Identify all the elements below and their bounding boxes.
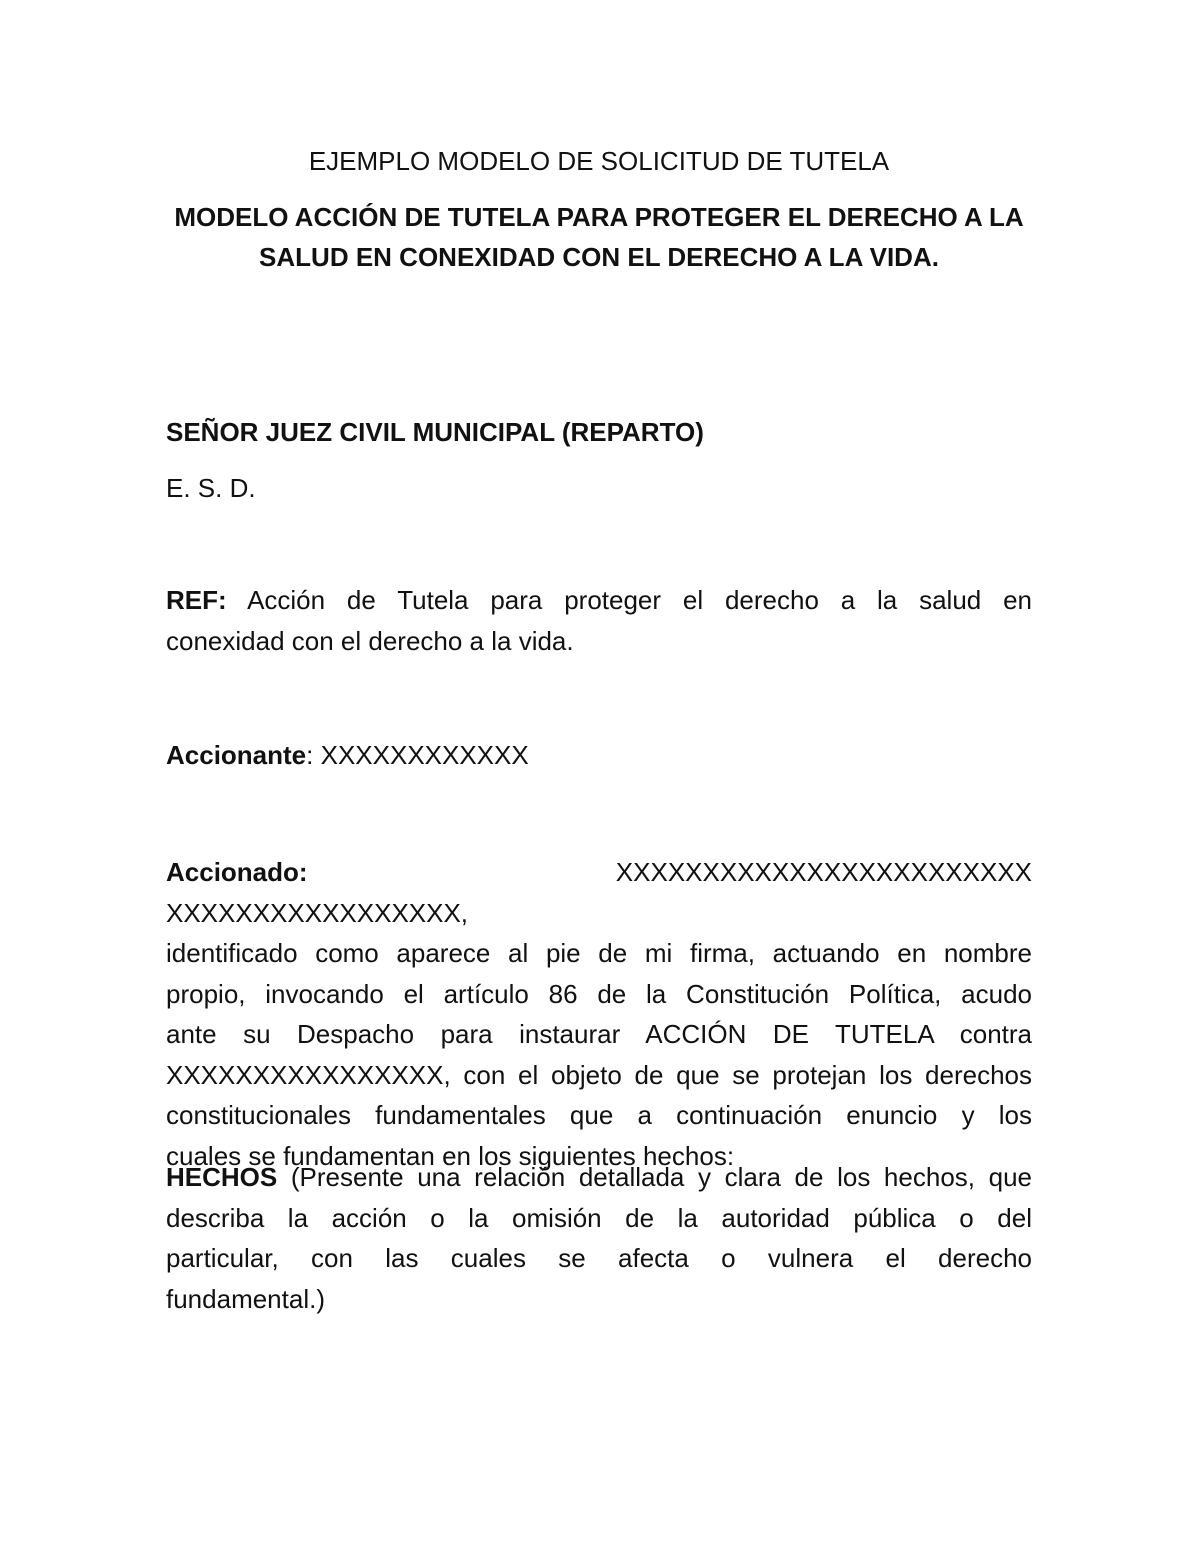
document-title: EJEMPLO MODELO DE SOLICITUD DE TUTELA (308, 146, 890, 176)
accionado-line-5: XXXXXXXXXXXXXXXX, con el objeto de que se protejan los derechos (166, 1059, 1032, 1090)
hechos-text-1: (Presente una relación detallada y clara de los hechos, que (277, 1162, 1032, 1192)
accionado-line-7: cuales se fundamentan en los siguientes hechos: (166, 1140, 735, 1171)
addressee: SEÑOR JUEZ CIVIL MUNICIPAL (REPARTO) (166, 417, 704, 447)
accionado-line-3: propio, invocando el artículo 86 de la Constitución Política, acudo (166, 978, 1032, 1009)
hechos-line-2: describa la acción o la omisión de la autoridad pública o del (166, 1202, 1032, 1233)
accionado-text-1: XXXXXXXXXXXXXXXXXXXXXXXX XXXXXXXXXXXXXXXXX, (166, 857, 1032, 928)
hechos-line-4: fundamental.) (166, 1283, 325, 1314)
accionado-line-4: ante su Despacho para instaurar ACCIÓN DE TUTELA contra (166, 1019, 1032, 1049)
accionante-label: Accionante (166, 740, 307, 770)
subtitle-line-2: SALUD EN CONEXIDAD CON EL DERECHO A LA VIDA. (259, 242, 939, 272)
accionado-line-2: identificado como aparece al pie de mi firma, actuando en nombre (166, 938, 1032, 968)
accionante-section (166, 735, 1032, 776)
ref-section (166, 580, 1032, 661)
accionante-value: : XXXXXXXXXXXX (306, 740, 529, 770)
ref-label: REF: (166, 585, 227, 615)
document-subtitle (166, 197, 1032, 277)
subtitle-line-1: MODELO ACCIÓN DE TUTELA PARA PROTEGER EL DERECHO A LA (174, 202, 1024, 232)
hechos-label: HECHOS (166, 1162, 278, 1192)
ref-line-2: conexidad con el derecho a la vida. (166, 625, 574, 656)
ref-line-1 (166, 580, 1032, 621)
hechos-section (166, 1157, 1032, 1319)
accionado-line-1 (166, 852, 1032, 933)
hechos-line-1 (166, 1157, 1032, 1198)
accionado-line-6: constitucionales fundamentales que a continuación enuncio y los (166, 1100, 1032, 1130)
hechos-line-3: particular, con las cuales se afecta o vulnera el derecho (166, 1243, 1032, 1273)
accionado-label: Accionado: (166, 857, 308, 887)
accionado-section (166, 852, 1032, 1176)
ref-text-1: Acción de Tutela para proteger el derecho a la salud en (226, 585, 1032, 615)
esd-line: E. S. D. (166, 473, 256, 503)
